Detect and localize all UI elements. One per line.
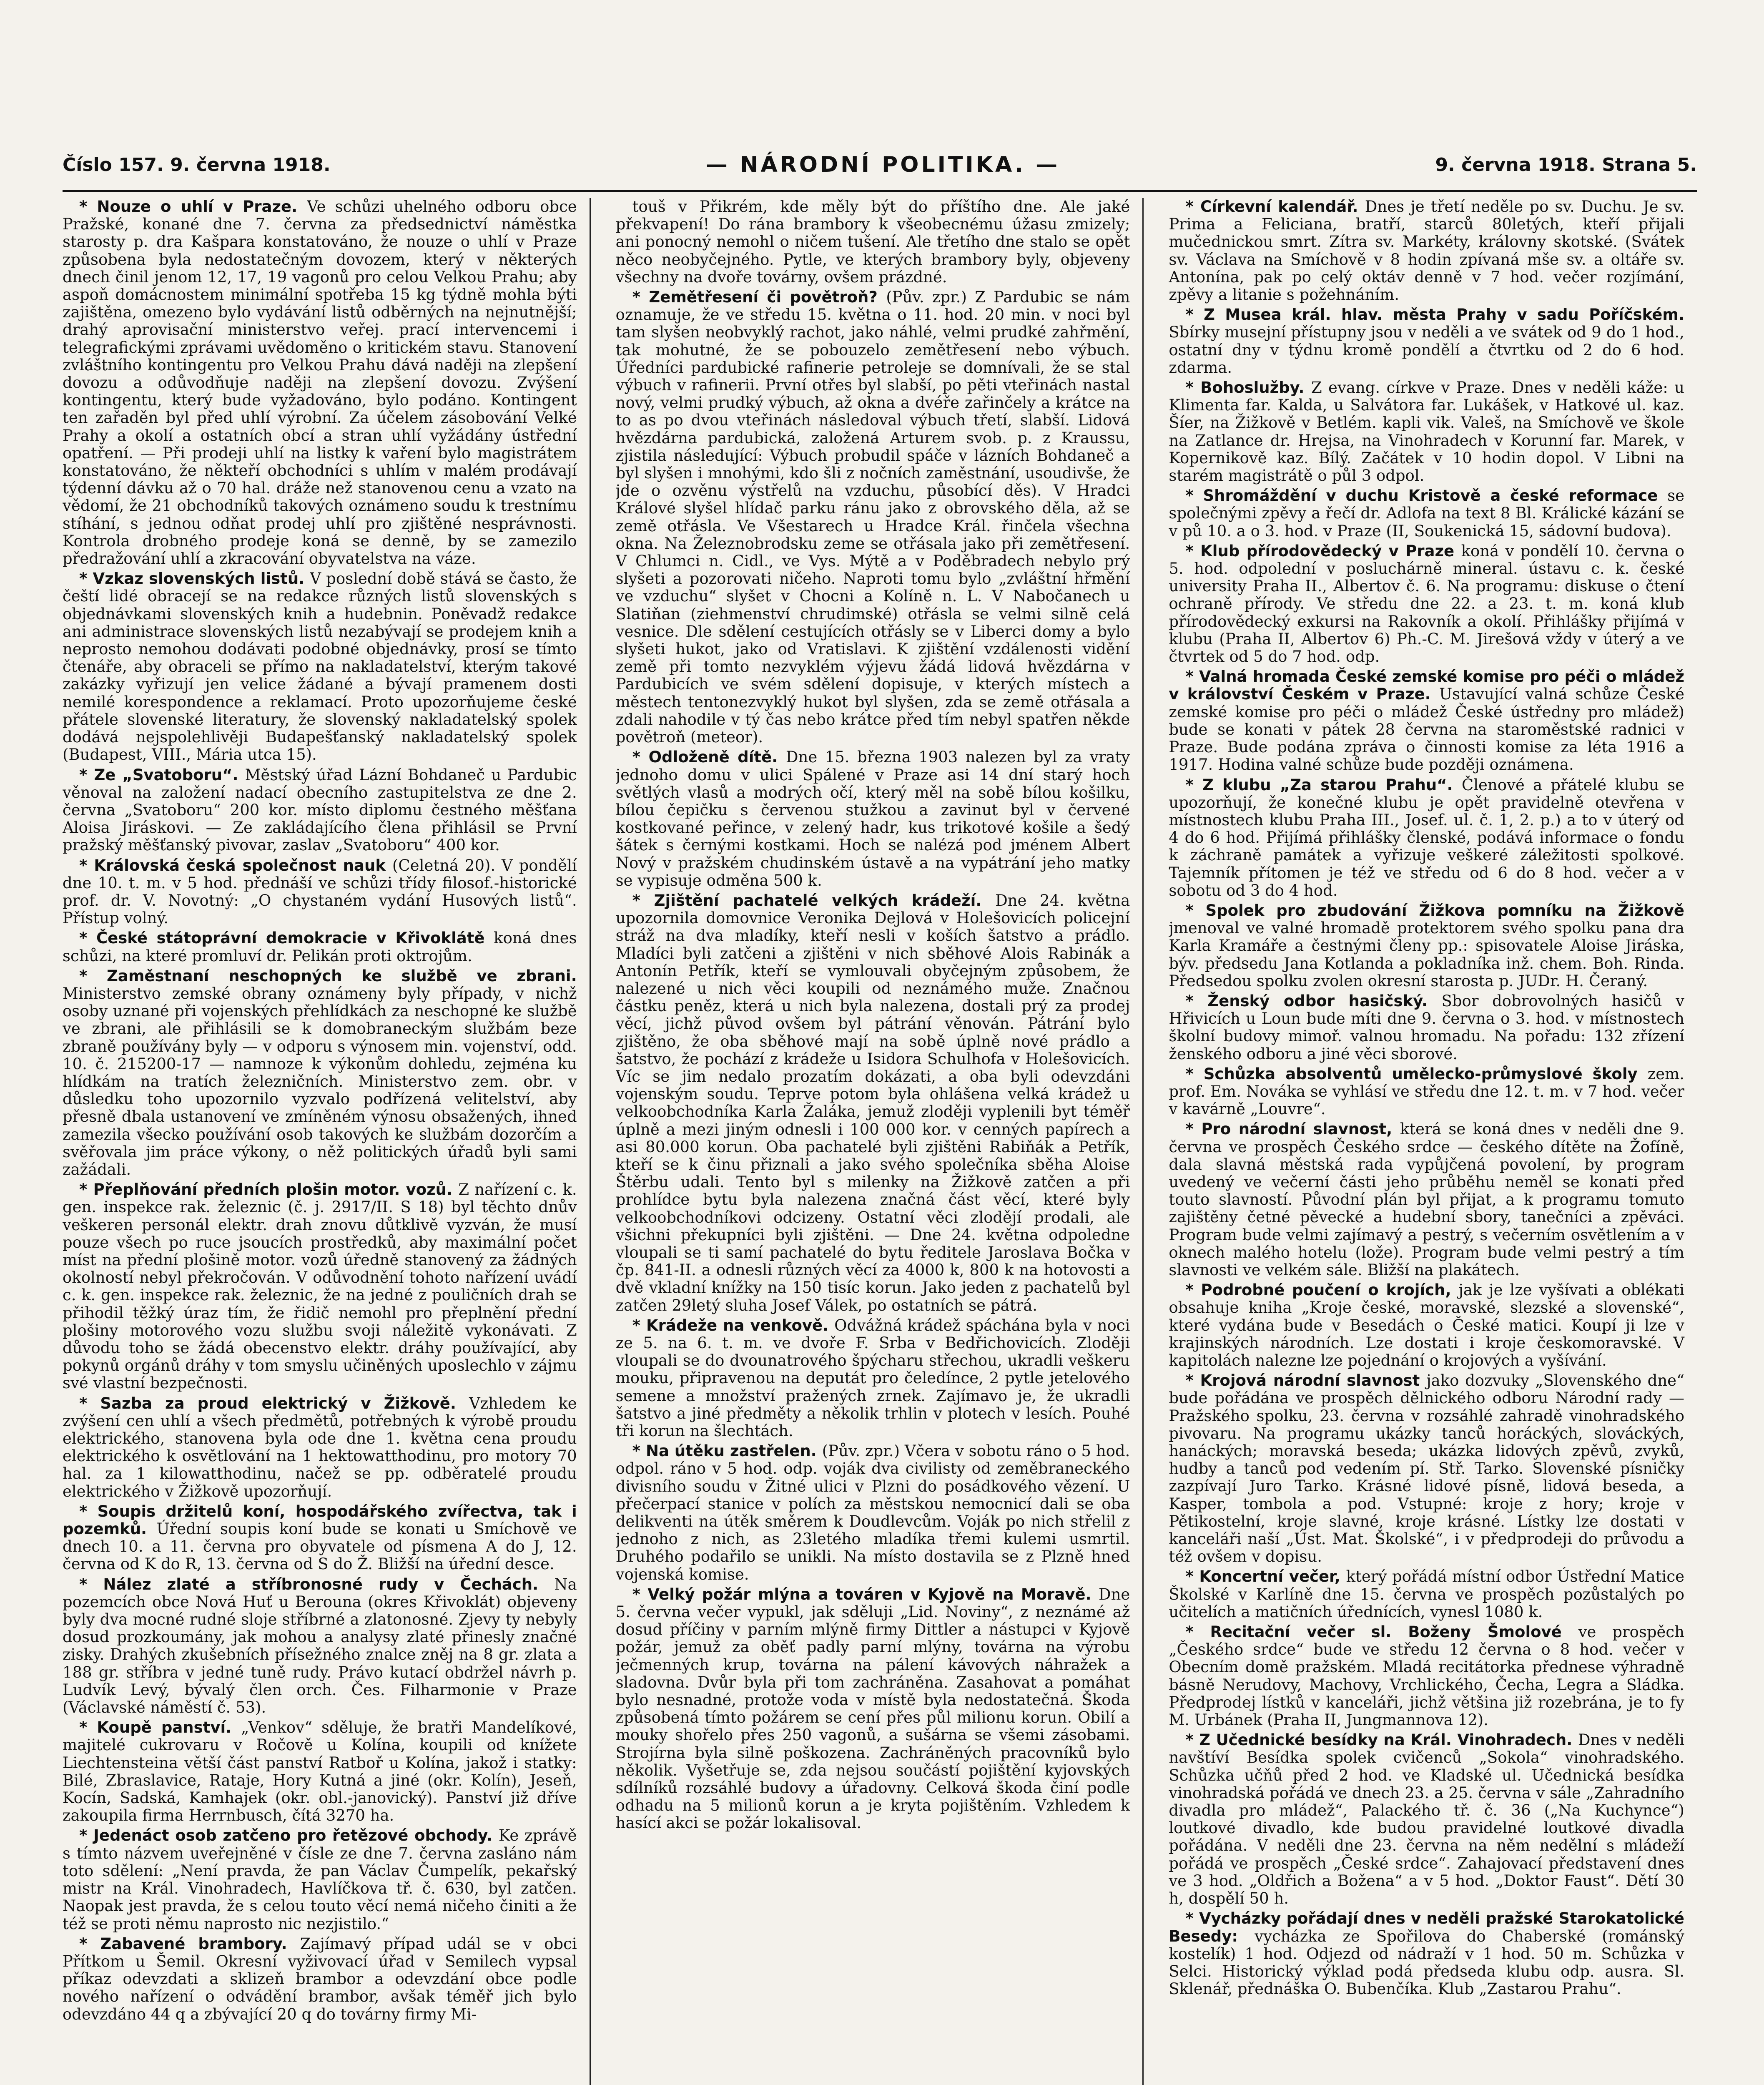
news-item-headline: * Soupis držitelů koní, hospodářského zvířectva, tak i pozemků.	[63, 1502, 577, 1538]
news-item	[63, 1935, 577, 2023]
news-item-headline: * Nález zlaté a stříbronosné rudy v Čechách.	[79, 1575, 555, 1593]
news-item-text: Ustavující valná schůze České zemské komise pro péči o mládež České ústředny pro mládež) bude se konati v pátek 28 června na staroměstské radnici v Praze. Bude podána zpráva o činnosti komise za léta 1916 a 1917. Hodina valné schůze bude později oznámena.	[1169, 685, 1684, 774]
news-item-headline: * Z klubu „Za starou Prahu“.	[1185, 776, 1462, 794]
news-item-headline: * Zjištění pachatelé velkých krádeží.	[632, 891, 996, 909]
news-item-text: Dne 15. března 1903 nalezen byl za vraty jednoho domu v ulici Spálené v Praze asi 14 dní starý hoch světlých vlasů a modrých očí, který měl na sobě bílou košilku, bílou čepičku s červenou stužkou a zavinut byl v červené kostkované peřince, v zelený hadr, kus trikotové košile a šedý šátek s černými kostkami. Hoch se nalézá pod jménem Albert Nový v pražském chudinském ústavě a na vypátrání jeho matky se vypisuje odměna 500 k.	[615, 748, 1130, 889]
news-item-text: která se koná dnes v neděli dne 9. června ve prospěch Českého srdce — českého dítěte na Žofíně, dala slavná městská rada vypůjčená povolení, by program uvedený ve večerní části jeho průběhu neměl se konati před touto slavností. Původní plán byl přijat, a k programu tomuto zajištěny četné pěvecké a hudební sbory, tanečníci a zpěváci. Program bude velmi zajímavý a pestrý, s večerním osvětlením a v oknech malého hotelu (lože). Program bude velmi pestrý a tím slavnosti ve velkém sále. Bližší na plakátech.	[1169, 1120, 1684, 1279]
news-item-text: Úřední soupis koní bude se konati u Smíchově ve dnech 10. a 11. června pro obyvatele od písmena A do J, 12. června od K do R, 13. června od S do Ž. Bližší na úřední desce.	[63, 1520, 577, 1573]
news-item	[1169, 1623, 1684, 1729]
header-rule	[63, 190, 1697, 192]
news-item-text: Dnes v neděli navštíví Besídka spolek cvičenců „Sokola“ vinohradského. Schůzka učňů před 2 hod. ve Kladské ul. Učednická besídka vinohradská pořádá ve dnech 23. a 25. června v sále „Zahradního divadla pro mládež“, Palackého tř. č. 36 („Na Kuchynce“) loutkové divadlo, kde budou pravidelné loutkové divadla pořádána. V neděli dne 23. června na něm nedělní s mládeží pořádá ve prospěch „České srdce“. Zahajovací představení dnes ve 3 hod. „Oldřich a Božena“ a v 5 hod. „Doktor Faust“. Dětí 30 h, dospělí 50 h.	[1169, 1731, 1684, 1908]
news-item	[63, 1395, 577, 1500]
news-item-text: Městský úřad Lázní Bohdaneč u Pardubic věnoval na založení nadací obecního zastupitelstva ze dne 2. června „Svatoboru“ 200 kor. místo diplomu čestného měšťana Aloisa Jiráskovi. — Ze zakládajícího člena přihlásil se První pražský měšťanský pivovar, zaslav „Svatoboru“ 400 kor.	[63, 766, 577, 854]
news-item-headline: * Církevní kalendář.	[1185, 198, 1365, 216]
column-3	[1169, 198, 1697, 2085]
news-item-text: (Celetná 20). V pondělí dne 10. t. m. v 5 hod. přednáší ve schůzi třídy filosof.-historické prof. dr. V. Novotný: „O chystaném vydání Husových listů“. Přístup volný.	[63, 856, 577, 927]
news-item	[63, 766, 577, 854]
news-item-headline: * Zaměstnaní neschopných ke službě ve zbrani.	[79, 967, 577, 985]
news-item-headline: * Jedenáct osob zatčeno pro řetězové obchody.	[79, 1826, 499, 1845]
news-item-headline: * Podrobné poučení o krojích,	[1185, 1281, 1459, 1299]
news-item-text: Zajímavý případ udál se v obci Přítkom u Šemil. Okresní vyživovací úřad v Semilech vypsal příkaz odevzdati a sklizeň brambor a odevzdání obce podle nového nařízení o odvádění brambor, avšak téměř jich bylo odevzdáno 44 q a zbývající 20 q do továrny firmy Mi-	[63, 1934, 577, 2023]
news-item	[1169, 1568, 1684, 1621]
news-item-headline: * Koupě panství.	[79, 1718, 241, 1737]
news-item-headline: * Vycházky pořádají dnes v neděli pražské Starokatolické Besedy:	[1169, 1909, 1684, 1945]
news-item-text: Dnes je třetí neděle po sv. Duchu. Je sv. Prima a Feliciana, bratří, starců 80letých, kteří přijali mučednickou smrt. Zítra sv. Markéty, královny skotské. (Svátek sv. Václava na Smíchově v 8 hodin zpívaná mše sv. a oltáře sv. Antonína, pak po celý oktáv denně v 7 hod. večer rozjímání, zpěvy a litanie s požehnáním.	[1169, 198, 1684, 304]
news-item	[616, 892, 1130, 1314]
news-item	[616, 1586, 1130, 1832]
news-item	[616, 1317, 1130, 1440]
news-item-headline: * Královská česká společnost nauk	[79, 856, 392, 874]
news-item-text: Sbor dobrovolných hasičů v Hřivicích u Loun bude míti dne 9. června o 3. hod. v místnostech školní budovy mimoř. valnou hromadu. Na pořadu: 132 zřízení ženského odboru a jiné věci sborové.	[1169, 992, 1684, 1063]
news-item-headline: * Krojová národní slavnost	[1185, 1372, 1427, 1390]
news-item-headline: * Přeplňování předních plošin motor. vozů.	[79, 1181, 459, 1199]
news-item	[1169, 306, 1684, 377]
news-item-text: vycházka ze Spořilova do Chaberské (románský kostelík) 1 hod. Odjezd od nádraží v 1 hod. 50 m. Schůzka v Selci. Historický výklad podá předseda klubu odp. ausra. Sl. Sklenář, přednáška O. Bubenčíka. Klub „Zastarou Prahu“.	[1169, 1927, 1684, 1998]
news-item-text: (Pův. zpr.) Z Pardubic se nám oznamuje, že ve středu 15. května o 11. hod. 20 min. v noci byl tam slyšen neobvyklý rachot, jako náhlé, velmi prudké zahřmění, tak mohutné, že se pobouzelo zemětřesení nebo výbuch. Úředníci pardubické rafinerie petroleje se domnívali, že se stal výbuch v rafinerii. První otřes byl slabší, po pěti vteřinách nastal nový, velmi prudký výbuch, až okna a dvéře zařinčely a krátce na to as po dvou vteřinách následoval výbuch třetí, slabší. Lidová hvězdárna pardubická, založená Arturem svob. p. z Kraussu, zjistila následující: Výbuch probudil spáče v lázních Bohdaneč a byl slyšen i mnohými, kdo šli z nočních zaměstnání, usoudivše, že jde o ozvěnu výstřelů na vzduchu, působící děs). V Hradci Králové slyšel hlídač parku ránu jako z obrovského děla, až se země otřásla. Ve Všestarech u Hradce Král. řinčela všechna okna. Na Železnobrodsku zeme se otřásala jako při zemětřesení. V Chlumci n. Cidl., ve Vys. Mýtě a v Poděbradech nebylo prý slyšeti a pozorovati ničeho. Naproti tomu bylo „zvláštní hřmění ve vzduchu“ slyšet v Chocni a Kolíně n. L. V Nabočanech u Slatiňan (ziehmenství chrudimské) otřásla se velmi silně celá vesnice. Dle sdělení cestujících otřásly se v Liberci domy a bylo slyšeti hukot, jako od Vratislavi. K zjištění vzdálenosti vidění země při tomto nezvyklém výjevu žádá lidová hvězdárna v Pardubicích ve svém sdělení dopisuje, v kterých místech a městech tentonezvyklý hukot byl slyšen, zda se země otřásala a zdali nahodile v tý čas nebo krátce před tím nebyl spatřen někde povětroň (meteor).	[615, 288, 1130, 746]
news-item-text: jmenoval ve valné hromadě protektorem svého spolku pana dra Karla Kramáře a čestnými členy pp.: spisovatele Aloise Jiráska, býv. předsedu Jana Kotlanda a pokladníka inž. chem. Boh. Rinda. Předsedou spolku zvolen okresní starosta p. JUDr. H. Čeraný.	[1169, 919, 1684, 990]
news-item-headline: * Bohoslužby.	[1185, 379, 1311, 397]
news-item-text: Z evang. církve v Praze. Dnes v neděli káže: u Klimenta far. Kalda, u Salvátora far. Lukášek, v Hatkové ul. kaz. Šíer, na Žižkově v Betlém. kapli vik. Valeš, na Smíchově ve škole na Zatlance dr. Hrejsa, na Vinohradech v Korunní far. Marek, v Kopernikově kaz. Bílý. Začátek v 10 hodin dopol. V Libni na starém magistrátě o půl 3 odpol.	[1169, 379, 1684, 485]
news-item	[616, 749, 1130, 889]
news-item-text: Odvážná krádež spáchána byla v noci ze 5. na 6. t. m. ve dvoře F. Srba v Bedřichovicích. Zloději vloupali se do dvounatrového špýcharu střechou, ukradli veškeru mouku, připravenou na deputát pro čeledínce, 2 pytle jetelového semene a množství pražených zrnek. Zajímavo je, že ukradli šatstvo a jiné předměty a několik trhlin v plotech v lesích. Pouhé tři korun na šlechtách.	[615, 1316, 1130, 1440]
news-item	[1169, 198, 1684, 304]
news-item-text: koná dnes schůzi, na které promluví dr. Pelikán proti oktrojům.	[63, 929, 577, 965]
news-item-text: Sbírky musejní přístupny jsou v neděli a ve svátek od 9 do 1 hod., ostatní dny v týdnu kromě pondělí a čtvrtku od 2 do 6 hod. zdarma.	[1169, 323, 1684, 377]
issue-info: Číslo 157. 9. června 1918.	[63, 154, 331, 176]
news-item-headline: * Zemětřesení či povětroň?	[632, 288, 886, 306]
news-item	[63, 1719, 577, 1824]
news-item	[63, 1181, 577, 1392]
news-item	[1169, 379, 1684, 485]
news-item-text: „Venkov“ sděluje, že bratři Mandelíkové, majitelé cukrovaru v Ročově u Kolína, koupili od knížete Liechtensteina větší část panství Ratboř u Kolína, jakož i statky: Bilé, Zbraslavice, Rataje, Hory Kutná a jiné (okr. Kolín), Jeseň, Kocín, Sadská, Kamhajek (okr. obl.-janovický). Panství již dříve zakoupila firma Herrnbusch, čítá 3270 ha.	[63, 1718, 577, 1825]
news-item-text: Na pozemcích obce Nová Huť u Berouna (okres Křivoklát) objeveny byly dva mocné rudné sloje stříbrné a zlatonosné. Zjevy ty nebyly dosud prozkoumány, jak mohou a analysy zlaté přinesly značné zisky. Drahých zkušebních přísežného znalce zněj na 8 gr. zlata a 188 gr. stříbra v jedné tuně rudy. Právo kutací obdržel návrh p. Ludvík Levý, bývalý člen orch. Čes. Filharmonie v Praze (Václavské náměstí č. 53).	[63, 1575, 577, 1717]
news-item-text: zem. prof. Em. Nováka se vyhlásí ve středu dne 12. t. m. v 7 hod. večer v kavárně „Louvre“.	[1169, 1065, 1684, 1118]
column-1	[63, 198, 591, 2085]
news-item-headline: * Klub přírodovědecký v Praze	[1185, 542, 1461, 560]
news-item	[1169, 1910, 1684, 1998]
news-item-text: Členové a přátelé klubu se upozorňují, že konečné klubu je opět pravidelně otevřena v místnostech klubu Praha III., Josef. ul. č. 1, 2. p.) a to v úterý od 4 do 6 hod. Přijímá přihlášky členské, podává informace o fondu k záchraně památek a vyřizuje veškeré záležitosti spolkové. Tajemník přítomen je též ve středu od 6 do 8 hod. večer a v sobotu od 3 do 4 hod.	[1169, 776, 1684, 899]
news-item	[616, 289, 1130, 746]
news-item	[63, 967, 577, 1178]
news-item-text: se společnými zpěvy a řečí dr. Adlofa na text 8 Bl. Králické kázání se v pů 10. a o 3. hod. v Praze (II, Soukenická 15, sádovní budova).	[1169, 487, 1684, 540]
news-item	[63, 570, 577, 764]
news-item-headline: * Ze „Svatoboru“.	[79, 766, 245, 784]
news-item-text: Ministerstvo zemské obrany oznámeny byly případy, v nichž osoby uznané při vojenských přehlídkách za neschopné ke službě ve zbrani, ale přihlásili se k domobraneckým službám beze zbraně používány byly — v odporu s výnosem min. vojenství, odd. 10. č. 215200-17 — namnoze k výkonům dohledu, zejména ku hlídkám na tratích železničních. Ministerstvo zem. obr. v důsledku toho upozornilo vyzvalo podřízená velitelství, aby přesně dbala ustanovení ve zmíněném výnosu obsažených, ihned zamezila všecko používání osob takových ke službám dozorčím a svěřovala jim práce výkony, o něž politických úřadů byli sami zažádali.	[63, 984, 577, 1178]
news-item-text: který pořádá místní odbor Ústřední Matice Školské v Karlíně dne 15. června ve prospěch pozůstalých po učitelích a matičních úřednících, vynesl 1080 k.	[1169, 1568, 1684, 1621]
news-item-text: Ke zprávě s tímto názvem uveřejněné v čísle ze dne 7. června zasláno nám toto sdělení: „Není pravda, že pan Václav Čumpelík, pekařský mistr na Král. Vinohradech, Havlíčkova tř. č. 630, byl zatčen. Naopak jest pravda, že s celou touto věcí nemá ničeho činiti a že též se proti němu naprosto nic nezjistilo.“	[63, 1826, 577, 1933]
news-item-headline: * Spolek pro zbudování Žižkova pomníku na Žižkově	[1185, 901, 1684, 919]
news-item	[1169, 1281, 1684, 1369]
news-item-headline: * Sazba za proud elektrický v Žižkově.	[79, 1394, 469, 1412]
news-item-text: Dne 5. června večer vypukl, jak sděluji „Lid. Noviny“, z neznámé až dosud příčiny v parním mlýně firmy Dittler a nástupci v Kyjově požár, jemuž za oběť padly parní mlýny, továrna na výrobu ječmenných krup, továrna na pálení kávových náhražek a sladovna. Dvůr byla při tom zachráněna. Zasahovat a pomáhat bylo nesnadné, protože voda v místě byla nedostatečná. Škoda způsobená tímto požárem se cení přes půl milionu korun. Obilí a mouky shořelo přes 250 vagonů, a sušárna se všemi zásobami. Strojírna byla silně poškozena. Zachráněných pracovníků bylo několik. Vyšetřuje se, zda nejsou součástí pojištění kyjovských sdílníků rozsáhlé budovy a úřadovny. Celková škoda činí podle odhadu na 5 milionů korun a je kryta pojištěním. Vzhledem k hasící akci se požár lokalisoval.	[615, 1585, 1130, 1832]
page-number: 9. června 1918. Strana 5.	[1435, 154, 1697, 176]
news-item	[1169, 1065, 1684, 1118]
news-item-text: jak je lze vyšívati a oblékati obsahuje kniha „Kroje české, moravské, slezské a slovenské“, které vydána bude v Besedách o České matici. Koupí ji lze v krajinských národních. Lze dostati i kroje českomoravské. V kapitolách nalezne lze pojednání o krojových a vyšívání.	[1169, 1281, 1684, 1369]
news-item-headline: * Pro národní slavnost,	[1185, 1120, 1400, 1138]
news-item-headline: * Z Musea král. hlav. města Prahy v sadu Poříčském.	[1185, 306, 1684, 324]
news-item	[1169, 1372, 1684, 1565]
news-item-text: Dne 24. května upozornila domovnice Veronika Dejlová v Holešovicích policejní stráž na dva mladíky, kteří nesli v koších šatstvo a prádlo. Mladíci byli zatčeni a zjištěni v nich sběhové Alois Rabinák a Antonín Petřík, kteří se vymlouvali obyčejným způsobem, že nalezené u nich věci koupili od neznámého muže. Značnou částku peněz, která u nich byla nalezena, dostali prý za prodej věcí, jichž původ ovšem byl pátrání věnován. Pátrání bylo zjištěno, že oba sběhové mají na sobě úplně nové prádlo a šatstvo, že pochází z krádeže u Isidora Schulhofa v Holešovicích. Víc se jim nedalo prozatím dokázati, a oba byli odevzdáni vojenským soudu. Teprve potom byla ohlášena velká krádež u velkoobchodníka Karla Žaláka, jemuž zloději vyplenili byt téměř úplně a mezi jiným odnesli i 100 000 kor. v cenných papírech a asi 80.000 korun. Oba pachatelé byli zjištěni Rabiňák a Petřík, kteří se k činu přiznali a jako svého společníka sběha Aloise Štěrbu udali. Tento byl s milenky na Žižkově zatčen a při prohlídce bytu byla nalezena značná část věcí, které byly velkoobchodníkovi odcizeny. Ostatní věci zlodějí prodali, ale všichni překupníci byli zjištěni. — Dne 24. května odpoledne vloupali se ti samí pachatelé do bytu ředitele Jaroslava Bočka v čp. 841-II. a odnesli různých věcí za 4000 k, 800 k na hotovosti a dvě vkladní knížky na 150 tisíc korun. Jako jeden z pachatelů byl zatčen 29letý sluha Josef Válek, po ostatních se pátrá.	[615, 891, 1130, 1314]
news-item	[1169, 902, 1684, 990]
news-item	[616, 1442, 1130, 1583]
news-item-text: V poslední době stává se často, že čeští lidé obracejí se na redakce různých listů slovenských s objednávkami slovenských knih a hudebnin. Poněvadž redakce ani administrace slovenských listů nezabývají se prodejem knih a neprosto nemohou dodávati podobné objednávky, prosí se tímto čtenáře, aby obraceli se přímo na nakladatelství, kterým takové zakázky vyřizují jen velice žádané a bývají pramenem dosti nemilé korespondence a reklamací. Proto upozorňujeme české přátele slovenské literatury, že slovenský nakladatelský spolek dodává nejspolehlivěji Budapešťanský nakladatelský spolek (Budapest, VIII., Mária utca 15).	[63, 570, 577, 764]
news-item-headline: * Krádeže na venkově.	[632, 1316, 835, 1334]
article-columns	[63, 198, 1697, 2085]
news-item-headline: * České státoprávní demokracie v Křivoklátě	[79, 929, 494, 947]
news-item	[1169, 487, 1684, 540]
news-item-headline: * Vzkaz slovenských listů.	[79, 570, 310, 588]
news-item	[1169, 992, 1684, 1063]
news-item-headline: * Na útěku zastřelen.	[632, 1442, 822, 1460]
news-item-headline: * Shromáždění v duchu Kristově a české reformace	[1185, 487, 1668, 505]
news-item-headline: * Velký požár mlýna a továren v Kyjově na Moravě.	[632, 1585, 1099, 1603]
news-item-headline: * Zabavené brambory.	[79, 1934, 300, 1953]
news-item-headline: * Odloženě dítě.	[632, 748, 786, 766]
news-item-headline: * Schůzka absolventů umělecko-průmyslové školy	[1185, 1065, 1648, 1083]
news-item	[1169, 1120, 1684, 1279]
news-item-text: (Pův. zpr.) Včera v sobotu ráno o 5 hod. odpol. ráno v 5 hod. odp. voják dva civilisty od zeměbraneckého divisního soudu v Žitné ulici v Plzni do posádkového vězení. U přečerpací stanice v polích za městskou nemocnicí dali se oba delikventi na útěk směrem k Doudlevcům. Voják po nich střelil z jednoho z nich, as 23letého mladíka třemi kulemi usmrtil. Druhého podařilo se unikli. Na místo dostavila se z Plzně hned vojenská komise.	[615, 1442, 1130, 1583]
news-item	[63, 929, 577, 965]
news-item-text: touš v Přikrém, kde měly být do příštího dne. Ale jaké překvapení! Do rána brambory k všeobecnému úžasu zmizely; ani ponocný nemohl o ničem tušení. Ale třetího dne stalo se opět něco neobyčejného. Pytle, ve kterých brambory byly, objeveny všechny na dvoře továrny, ovšem prázdné.	[615, 198, 1130, 286]
column-2	[616, 198, 1144, 2085]
news-item-text: Z nařízení c. k. gen. inspekce rak. železnic (č. j. 2917/II. S 18) byl těchto dnův veškeren personál elektr. drah znovu důtklivě vyzván, že musí pouze všech po ruce jsoucích prostředků, aby maximální počet míst na přední plošině motor. vozů úředně stanovený za žádných okolností nebyl překročován. V odůvodnění tohoto nařízení uvádí c. k. gen. inspekce rak. železnic, že na jedné z pouličních drah se přihodil těžký úraz tím, že řidič nemohl pro přeplnění přední plošiny motorového vozu službu svoji náležitě vykonávati. Z důvodu toho se žádá obecenstvo elektr. dráhy používající, aby pokynů orgánů dráhy v tom smyslu učiněných uposlechlo v zájmu své vlastní bezpečnosti.	[63, 1181, 577, 1392]
news-item-headline: * Koncertní večer,	[1185, 1568, 1346, 1586]
page-header	[63, 142, 1697, 188]
news-item-text: Vzhledem ke zvýšení cen uhlí a všech předmětů, potřebných k výrobě proudu elektrického, stanovena byla ode dne 1. května cena proudu elektrického k osvětlování na 1 hektowatthodinu, pro motory 70 hal. za 1 kilowatthodinu, načež se pp. odběratelé proudu elektrického v Žižkově upozorňují.	[63, 1394, 577, 1500]
news-item-text: koná v pondělí 10. června o 5. hod. odpolední v posluchárně mineral. ústavu c. k. české university Praha II., Albertov č. 6. Na programu: diskuse o čtení ochraně přírody. Ve středu dne 22. a 23. t. m. koná klub přírodovědecký exkursi na Rakovník a okolí. Přihlášky přijímá v klubu (Praha II, Albertov 6) Ph.-C. M. Jirešová vždy v úterý a ve čtvrtek od 5 do 7 hod. odp.	[1169, 542, 1684, 666]
news-item-text: jako dozvuky „Slovenského dne“ bude pořádána ve prospěch dělnického odboru Národní rady — Pražského spolku, 23. června v rozsáhlé zahradě vinohradského pivovaru. Na programu ukázky tanců horáckých, slováckých, hanáckých; moravská beseda; ukázka lidových zpěvů, zvyků, hudby a tanců pod vedením pí. Stř. Tarko. Slovenské písničky zazpívají Juro Tarko. Krásné lidové písně, lidová beseda, a Kasper, tombola a pod. Vstupné: kroje z hory; kroje v Pětikostelní, kroje slavné, kroje krásné. Lístky lze dostati v kanceláři naší „Úst. Mat. Školské“, i v předprodeji do průvodu a též ovšem v dopisu.	[1169, 1372, 1684, 1566]
news-item	[63, 857, 577, 927]
news-item-headline: * Nouze o uhlí v Praze.	[79, 198, 307, 216]
news-item-text: Ve schůzi uhelného odboru obce Pražské, konané dne 7. června za předsednictví náměstka starosty p. dra Kašpara konstatováno, že nouze o uhlí v Praze způsobena byla nedostatečným dovozem, který v některých dnech činil jenom 12, 17, 19 vagonů pro celou Velkou Prahu; aby aspoň domácnostem minimální spotřeba 15 kg týdně mohla býti zajištěna, omezeno bylo vydávání listů odběrných na nejnutnější; drahý aprovisační ministerstvo veřej. prací intervencemi i telegrafickými zprávami uvědoměno o kritickém stavu. Stanovení zvláštního kontingentu pro Velkou Prahu dává naději na zlepšení dovozu a odůvodňuje naději na zlepšení dovozu. Zvýšení kontingentu, který bude vyžadováno, bylo podáno. Kontingent ten zařaděn byl před uhlí výrobní. Za účelem zásobování Velké Prahy a okolí a ostatních obcí a stran uhlí vyžádány ústřední opatření. — Při prodeji uhlí na listky k vaření bylo magistrátem konstatováno, že někteří obchodníci s uhlím v malém prodávají týdenní dávku až o 70 hal. dráže než stanovenou cenu a vzato na vědomí, že 21 obchodníků takových oznámeno soudu k trestnímu stíhání, s jednou odňat prodej uhlí pro zjištěné nesprávnosti. Kontrola drobného prodeje koná se denně, by se zamezilo předražování uhlí a zkracování obyvatelstva na váze.	[63, 198, 577, 568]
news-item	[616, 198, 1130, 286]
masthead-title: — NÁRODNÍ POLITIKA. —	[705, 152, 1060, 177]
news-item-headline: * Ženský odbor hasičský.	[1185, 992, 1442, 1010]
news-item-headline: * Z Učednické besídky na Král. Vinohradech.	[1185, 1731, 1578, 1749]
news-item	[63, 1827, 577, 1932]
news-item-text: ve prospěch „Českého srdce“ bude ve středu 12 června o 8 hod. večer v Obecním domě pražském. Mladá recitátorka přednese výhradně básně Nerudovy, Machovy, Vrchlického, Čecha, Legra a Sládka. Předprodej lístků v kanceláři, jichž většina již rozebrána, je to fy M. Urbánek (Praha II, Jungmannova 12).	[1169, 1623, 1684, 1729]
news-item-headline: * Recitační večer sl. Boženy Šmolové	[1185, 1623, 1578, 1641]
news-item	[1169, 668, 1684, 774]
news-item	[63, 1503, 577, 1573]
news-item	[1169, 776, 1684, 899]
news-item	[1169, 1731, 1684, 1907]
news-item-headline: * Valná hromada České zemské komise pro péči o mládež v království Českém v Praze.	[1169, 668, 1684, 703]
news-item	[1169, 543, 1684, 666]
news-item	[63, 198, 577, 568]
news-item	[63, 1576, 577, 1717]
